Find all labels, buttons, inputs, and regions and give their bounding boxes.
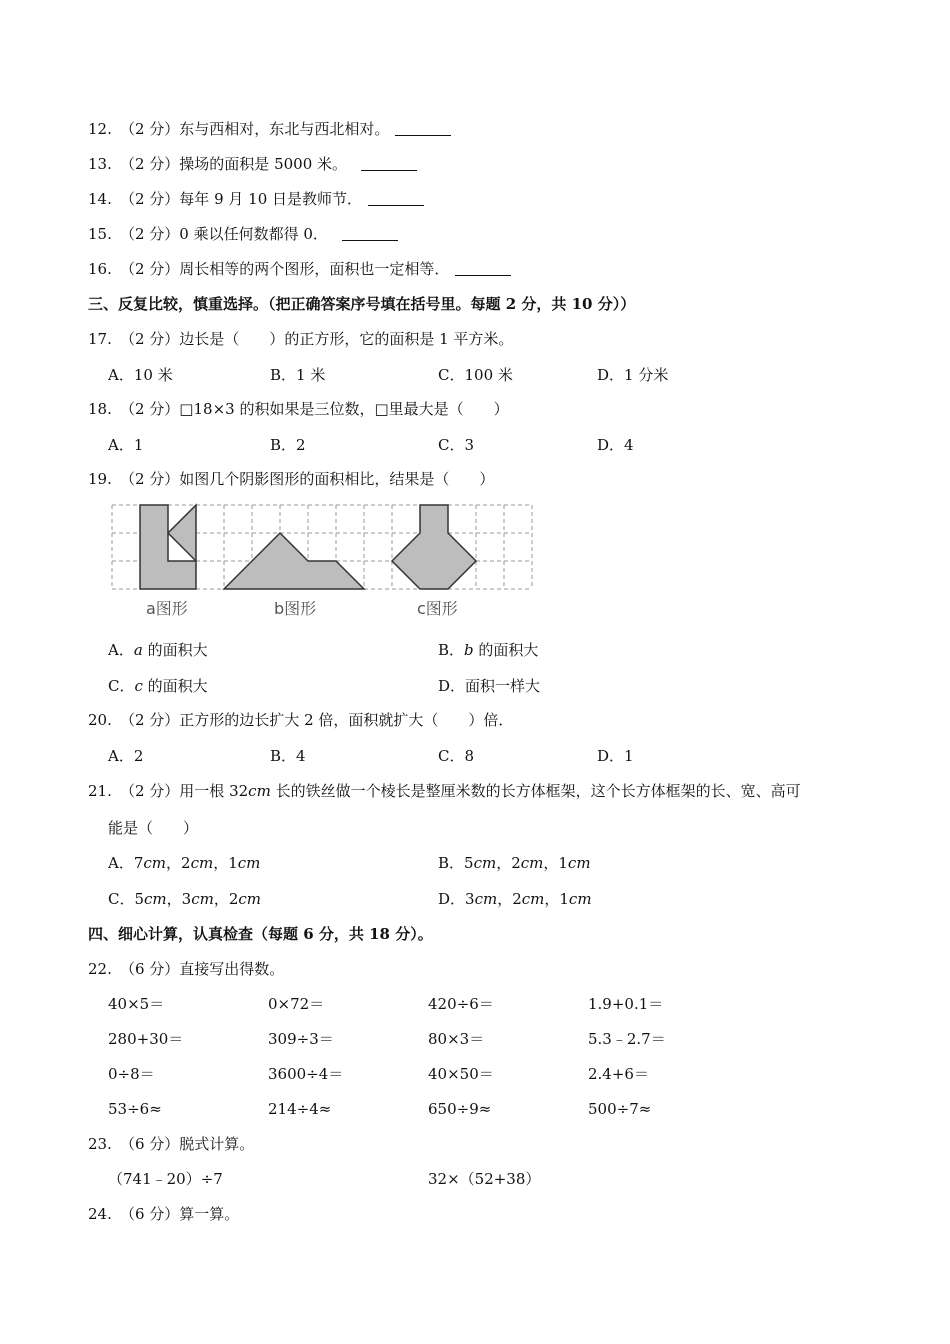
q19-option-b[interactable]: B．b 的面积大: [438, 641, 539, 659]
caption-a: a图形: [146, 599, 188, 618]
calc-item: 280+30＝: [108, 1030, 184, 1048]
calc-item: 500÷7≈: [588, 1100, 652, 1118]
calc-item: （741﹣20）÷7: [108, 1170, 223, 1188]
answer-blank[interactable]: [361, 156, 417, 171]
q21-option-c[interactable]: C．5cm，3cm，2cm: [108, 890, 261, 908]
section-3-heading: 三、反复比较，慎重选择。（把正确答案序号填在括号里。每题 2 分，共 10 分））: [88, 295, 636, 313]
question-22: 22. （6 分）直接写出得数。: [88, 960, 285, 978]
calc-item: 0×72＝: [268, 995, 325, 1013]
q19-option-c[interactable]: C．c 的面积大: [108, 677, 208, 695]
shape-a: [140, 505, 196, 589]
calc-item: 32×（52+38）: [428, 1170, 541, 1188]
calc-item: 1.9+0.1＝: [588, 995, 664, 1013]
question-24: 24. （6 分）算一算。: [88, 1205, 240, 1223]
q18-option-d[interactable]: D．4: [597, 436, 634, 454]
calc-item: 40×5＝: [108, 995, 165, 1013]
calc-item: 40×50＝: [428, 1065, 494, 1083]
answer-blank[interactable]: [395, 121, 451, 136]
caption-b: b图形: [274, 599, 317, 618]
q18-option-a[interactable]: A．1: [108, 436, 144, 454]
question-17: 17. （2 分）边长是（ ）的正方形，它的面积是 1 平方米。: [88, 330, 514, 348]
q17-option-b[interactable]: B．1 米: [270, 366, 326, 384]
q17-option-c[interactable]: C．100 米: [438, 366, 513, 384]
calc-item: 214÷4≈: [268, 1100, 332, 1118]
calc-item: 650÷9≈: [428, 1100, 492, 1118]
q20-option-a[interactable]: A．2: [108, 747, 144, 765]
q21-option-d[interactable]: D．3cm，2cm，1cm: [438, 890, 592, 908]
calc-item: 53÷6≈: [108, 1100, 162, 1118]
answer-blank[interactable]: [455, 261, 511, 276]
question-16: 16. （2 分）周长相等的两个图形，面积也一定相等．: [88, 259, 511, 279]
question-21-continued: 能是（ ）: [108, 819, 199, 837]
question-13: 13. （2 分）操场的面积是 5000 米。: [88, 154, 417, 174]
q21-option-b[interactable]: B．5cm，2cm，1cm: [438, 854, 591, 872]
q20-option-c[interactable]: C．8: [438, 747, 475, 765]
question-15: 15. （2 分）0 乘以任何数都得 0．: [88, 224, 398, 244]
calc-item: 80×3＝: [428, 1030, 485, 1048]
calc-item: 3600÷4＝: [268, 1065, 344, 1083]
calc-item: 420÷6＝: [428, 995, 494, 1013]
section-4-heading: 四、细心计算，认真检查（每题 6 分，共 18 分）。: [88, 925, 433, 943]
answer-blank[interactable]: [342, 226, 398, 241]
q17-option-d[interactable]: D．1 分米: [597, 366, 669, 384]
answer-blank[interactable]: [368, 191, 424, 206]
calc-item: 5.3﹣2.7＝: [588, 1030, 666, 1048]
question-19: 19. （2 分）如图几个阴影图形的面积相比，结果是（ ）: [88, 470, 495, 488]
q18-option-b[interactable]: B．2: [270, 436, 306, 454]
shaded-shapes-figure: [110, 500, 540, 625]
calc-item: 2.4+6＝: [588, 1065, 649, 1083]
question-21: 21. （2 分）用一根 32cm 长的铁丝做一个棱长是整厘米数的长方体框架，这个长方体框架的长、宽、高可: [88, 782, 801, 800]
q20-option-d[interactable]: D．1: [597, 747, 634, 765]
calc-item: 309÷3＝: [268, 1030, 334, 1048]
q19-option-d[interactable]: D．面积一样大: [438, 677, 541, 695]
q21-option-a[interactable]: A．7cm，2cm，1cm: [108, 854, 261, 872]
calc-item: 0÷8＝: [108, 1065, 155, 1083]
question-18: 18. （2 分）□18×3 的积如果是三位数，□里最大是（ ）: [88, 400, 509, 418]
question-14: 14. （2 分）每年 9 月 10 日是教师节．: [88, 189, 424, 209]
question-23: 23. （6 分）脱式计算。: [88, 1135, 255, 1153]
q19-option-a[interactable]: A．a 的面积大: [108, 641, 208, 659]
q17-option-a[interactable]: A．10 米: [108, 366, 173, 384]
q20-option-b[interactable]: B．4: [270, 747, 306, 765]
caption-c: c图形: [417, 599, 458, 618]
question-20: 20. （2 分）正方形的边长扩大 2 倍，面积就扩大（ ）倍．: [88, 711, 514, 729]
shape-c: [392, 505, 476, 589]
question-12: 12. （2 分）东与西相对，东北与西北相对。: [88, 119, 451, 139]
q18-option-c[interactable]: C．3: [438, 436, 475, 454]
